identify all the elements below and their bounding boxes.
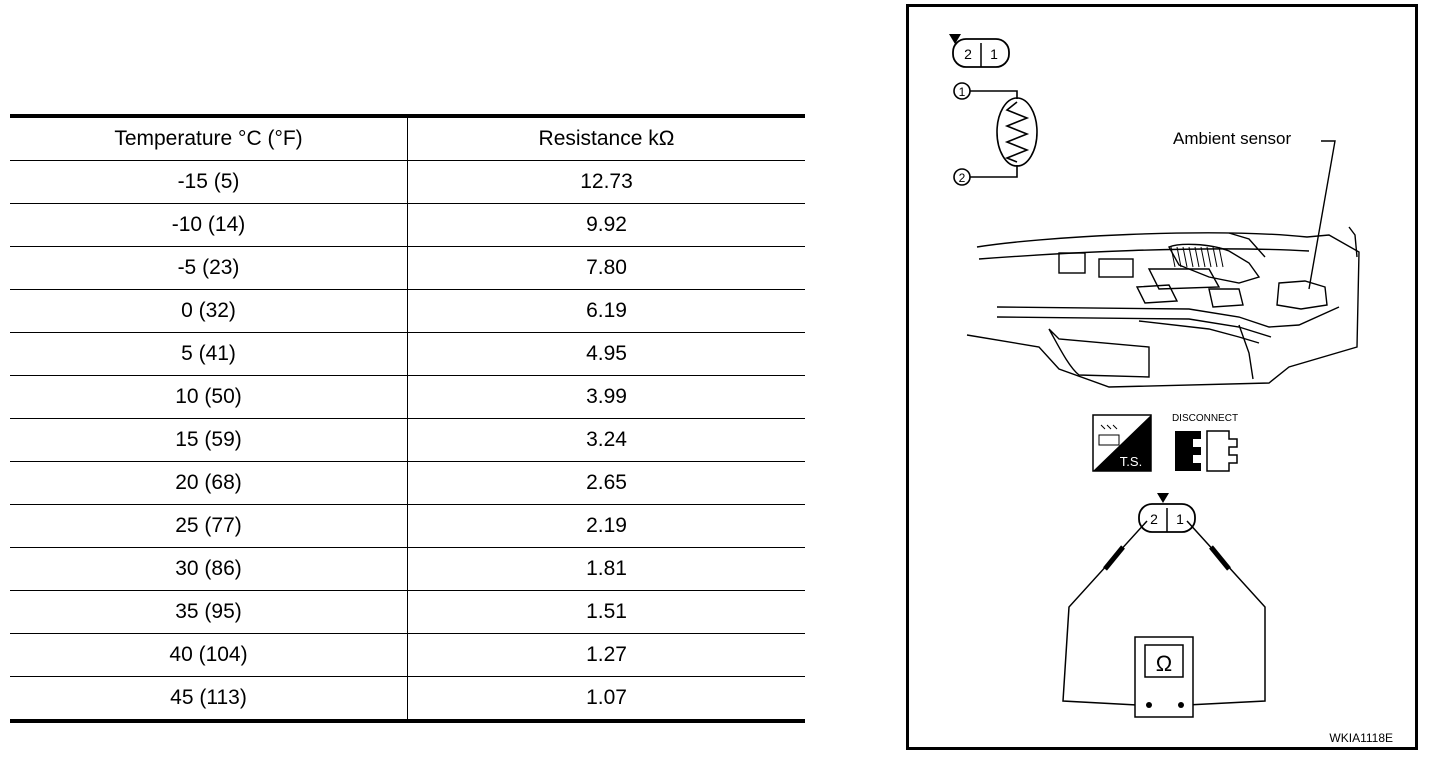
resistance-cell: 9.92 bbox=[408, 204, 806, 247]
figure-drawing bbox=[909, 7, 1415, 747]
resistance-cell: 2.19 bbox=[408, 505, 806, 548]
table-row bbox=[10, 462, 805, 505]
table-row bbox=[10, 591, 805, 634]
temperature-cell: 35 (95) bbox=[10, 591, 408, 634]
temperature-cell: -5 (23) bbox=[10, 247, 408, 290]
temperature-cell: 10 (50) bbox=[10, 376, 408, 419]
table-row bbox=[10, 376, 805, 419]
temperature-cell: 15 (59) bbox=[10, 419, 408, 462]
terminal-number-2: 2 bbox=[958, 171, 966, 185]
resistance-cell: 2.65 bbox=[408, 462, 806, 505]
resistance-cell: 6.19 bbox=[408, 290, 806, 333]
resistance-cell: 12.73 bbox=[408, 161, 806, 204]
temperature-cell: 0 (32) bbox=[10, 290, 408, 333]
temperature-cell: -10 (14) bbox=[10, 204, 408, 247]
table-row bbox=[10, 419, 805, 462]
header-temperature: Temperature °C (°F) bbox=[10, 116, 408, 161]
sensor-figure bbox=[906, 4, 1418, 750]
table-row bbox=[10, 290, 805, 333]
resistance-cell: 3.24 bbox=[408, 419, 806, 462]
connector-pin-2: 2 bbox=[964, 46, 972, 62]
resistance-cell: 1.51 bbox=[408, 591, 806, 634]
table-row bbox=[10, 247, 805, 290]
probe-tips bbox=[1105, 547, 1229, 569]
connector-icon-bottom bbox=[1139, 493, 1195, 532]
table-row bbox=[10, 505, 805, 548]
resistance-cell: 3.99 bbox=[408, 376, 806, 419]
ohm-symbol: Ω bbox=[1155, 651, 1173, 676]
temperature-cell: -15 (5) bbox=[10, 161, 408, 204]
temperature-cell: 40 (104) bbox=[10, 634, 408, 677]
temperature-cell: 25 (77) bbox=[10, 505, 408, 548]
thermistor-symbol bbox=[954, 83, 1037, 185]
ohmmeter bbox=[1135, 637, 1193, 717]
meter-pin-2: 2 bbox=[1150, 511, 1158, 527]
dashboard-illustration bbox=[967, 227, 1359, 387]
resistance-cell: 1.07 bbox=[408, 677, 806, 722]
table-row bbox=[10, 333, 805, 376]
figure-code: WKIA1118E bbox=[1329, 731, 1393, 745]
meter-pin-1: 1 bbox=[1176, 511, 1184, 527]
disconnect-icon bbox=[1172, 413, 1238, 471]
ts-label: T.S. bbox=[1119, 454, 1143, 469]
table-row bbox=[10, 677, 805, 722]
temperature-cell: 20 (68) bbox=[10, 462, 408, 505]
table-row bbox=[10, 161, 805, 204]
header-resistance: Resistance kΩ bbox=[408, 116, 806, 161]
table-row bbox=[10, 548, 805, 591]
resistance-cell: 1.27 bbox=[408, 634, 806, 677]
temperature-cell: 5 (41) bbox=[10, 333, 408, 376]
temperature-cell: 45 (113) bbox=[10, 677, 408, 722]
connector-icon-top bbox=[949, 34, 1009, 67]
table-header-row bbox=[10, 116, 805, 161]
table-row bbox=[10, 204, 805, 247]
ambient-sensor-label: Ambient sensor bbox=[1173, 129, 1292, 148]
disconnect-label: DISCONNECT bbox=[1171, 413, 1239, 424]
resistance-cell: 7.80 bbox=[408, 247, 806, 290]
resistance-cell: 4.95 bbox=[408, 333, 806, 376]
connector-pin-1: 1 bbox=[990, 46, 998, 62]
resistance-cell: 1.81 bbox=[408, 548, 806, 591]
table-row bbox=[10, 634, 805, 677]
terminal-number-1: 1 bbox=[958, 85, 966, 99]
sensor-leader-line bbox=[1309, 141, 1335, 289]
resistance-table bbox=[10, 114, 805, 723]
table-body bbox=[10, 161, 805, 722]
temperature-cell: 30 (86) bbox=[10, 548, 408, 591]
ts-icon bbox=[1093, 415, 1151, 471]
